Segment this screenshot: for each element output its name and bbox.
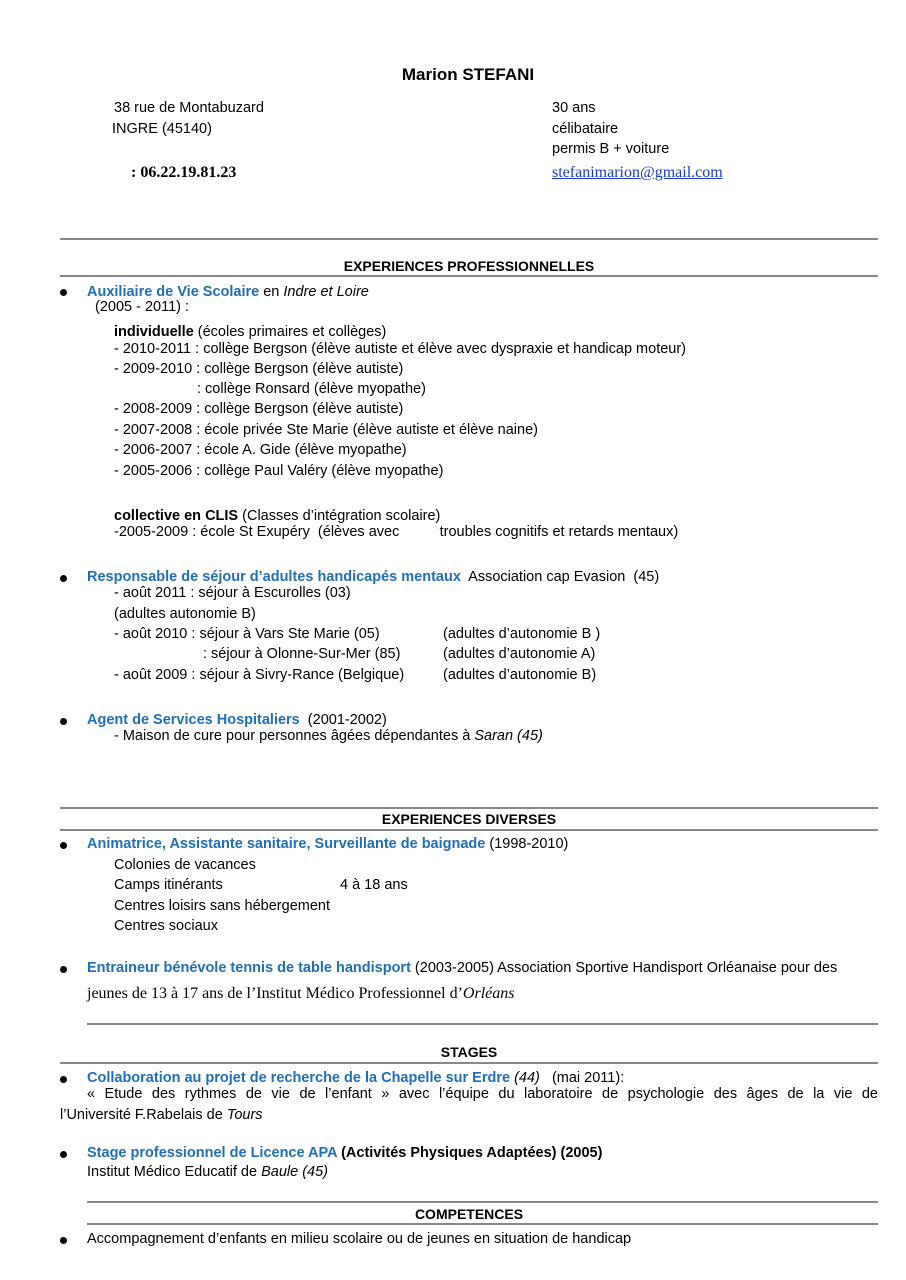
list-item-detail: 4 à 18 ans (340, 877, 408, 893)
bullet-icon (60, 1151, 67, 1158)
experience-tennis (87, 959, 837, 978)
location: Indre et Loire (283, 284, 369, 300)
avs-collective-desc: (Classes d’intégration scolaire) (238, 508, 441, 524)
list-item: - 2005-2006 : collège Paul Valéry (élève myopathe) (114, 463, 444, 479)
section-divider-bottom (87, 1223, 878, 1225)
period: (mai 2011): (539, 1070, 625, 1086)
list-item: - août 2009 : séjour à Sivry-Rance (Belgique) (114, 667, 405, 683)
avs-individual-label: individuelle (114, 324, 194, 340)
section-title-divers: EXPERIENCES DIVERSES (381, 811, 557, 827)
section-divider-bottom (60, 1062, 878, 1064)
list-item-detail: (adultes d’autonomie B) (443, 667, 597, 683)
description-text: jeunes de 13 à 17 ans de l’Institut Médico Professionnel d’ (87, 985, 463, 1002)
list-item: - 2008-2009 : collège Bergson (élève autiste) (114, 401, 404, 417)
section-divider-bottom (60, 829, 878, 831)
location-prefix: en (259, 284, 284, 300)
list-item: - 2007-2008 : école privée Ste Marie (élève autiste et élève naine) (114, 422, 538, 438)
bullet-icon (60, 842, 67, 849)
list-item: Accompagnement d’enfants en milieu scolaire ou de jeunes en situation de handicap (87, 1231, 632, 1247)
location: Tours (226, 1107, 263, 1123)
bullet-icon (60, 1076, 67, 1083)
page-title: Marion STEFANI (401, 65, 535, 84)
section-divider-top (60, 807, 878, 809)
list-item-text: Institut Médico Educatif de (87, 1164, 262, 1180)
list-item-text: - Maison de cure pour personnes âgées dépendantes à (114, 728, 475, 744)
period: (2001-2002) (299, 712, 387, 728)
section-divider-bottom (60, 275, 878, 277)
avs-individual-desc: (écoles primaires et collèges) (193, 324, 387, 340)
location: Saran (45) (474, 728, 543, 744)
role-title: Stage professionnel de Licence APA (87, 1145, 338, 1161)
description-continued (87, 984, 514, 1003)
email-link-text[interactable]: stefanimarion@gmail.com (552, 164, 723, 181)
bullet-icon (60, 1237, 67, 1244)
bullet-icon (60, 289, 67, 296)
list-item: Centres sociaux (114, 918, 218, 934)
list-item (87, 1163, 328, 1182)
period: (1998-2010) (485, 836, 569, 852)
marital-status: célibataire (552, 121, 619, 137)
section-divider-top (87, 1201, 878, 1203)
section-title-pro: EXPERIENCES PROFESSIONNELLES (343, 258, 595, 274)
section-divider-top (87, 1023, 878, 1025)
list-item: - août 2011 : séjour à Escurolles (03) (114, 585, 351, 601)
avs-collective-label: collective en CLIS (114, 508, 239, 524)
list-item: Colonies de vacances (114, 857, 256, 873)
section-title-stages: STAGES (440, 1044, 498, 1060)
description: (Activités Physiques Adaptées) (2005) (337, 1145, 603, 1161)
address-line-1: 38 rue de Montabuzard (114, 100, 264, 116)
list-item: (adultes autonomie B) (114, 606, 256, 622)
description: « Etude des rythmes de vie de l’enfant » avec l’équipe du laboratoire de psychologie des âges de la vie de (87, 1086, 878, 1102)
address-line-2: INGRE (45140) (112, 121, 212, 137)
bullet-icon (60, 718, 67, 725)
bullet-icon (60, 966, 67, 973)
list-item: - août 2010 : séjour à Vars Ste Marie (05) (114, 626, 380, 642)
driving-license: permis B + voiture (552, 141, 670, 157)
role-title: Collaboration au projet de recherche de la Chapelle sur Erdre (87, 1070, 511, 1086)
bullet-icon (60, 575, 67, 582)
role-title: Auxiliaire de Vie Scolaire (87, 284, 260, 300)
experience-animation (87, 835, 568, 854)
location: Orléans (462, 985, 515, 1002)
role-title: Animatrice, Assistante sanitaire, Surveillante de baignade (87, 836, 486, 852)
section-divider-top (60, 238, 878, 240)
stage-apa (87, 1144, 602, 1163)
list-item: : collège Ronsard (élève myopathe) (197, 381, 426, 397)
phone-number: : 06.22.19.81.23 (131, 164, 237, 181)
list-item: -2005-2009 : école St Exupéry (élèves avec troubles cognitifs et retards mentaux) (114, 524, 679, 540)
location: Baule (45) (261, 1164, 328, 1180)
organization: Association cap Evasion (45) (460, 569, 660, 585)
section-title-competences: COMPETENCES (414, 1206, 524, 1222)
list-item: - 2009-2010 : collège Bergson (élève autiste) (114, 361, 404, 377)
description-continued (60, 1106, 263, 1125)
list-item (114, 727, 543, 746)
list-item: Centres loisirs sans hébergement (114, 898, 330, 914)
description: (2003-2005) Association Sportive Handisport Orléanaise pour des (410, 960, 838, 976)
list-item-detail: (adultes d’autonomie A) (443, 646, 596, 662)
role-title: Responsable de séjour d’adultes handicapés mentaux (87, 569, 461, 585)
list-item: Camps itinérants (114, 877, 223, 893)
role-title: Entraineur bénévole tennis de table handisport (87, 960, 411, 976)
period: (2005 - 2011) : (95, 299, 190, 315)
list-item: : séjour à Olonne-Sur-Mer (85) (203, 646, 401, 662)
description-text: l’Université F.Rabelais de (60, 1107, 227, 1123)
location: (44) (510, 1070, 540, 1086)
list-item: - 2006-2007 : école A. Gide (élève myopathe) (114, 442, 407, 458)
age: 30 ans (552, 100, 596, 116)
role-title: Agent de Services Hospitaliers (87, 712, 300, 728)
email-link[interactable] (552, 163, 723, 182)
list-item-detail: (adultes d’autonomie B ) (443, 626, 601, 642)
list-item: - 2010-2011 : collège Bergson (élève autiste et élève avec dyspraxie et handicap moteur) (114, 341, 687, 357)
